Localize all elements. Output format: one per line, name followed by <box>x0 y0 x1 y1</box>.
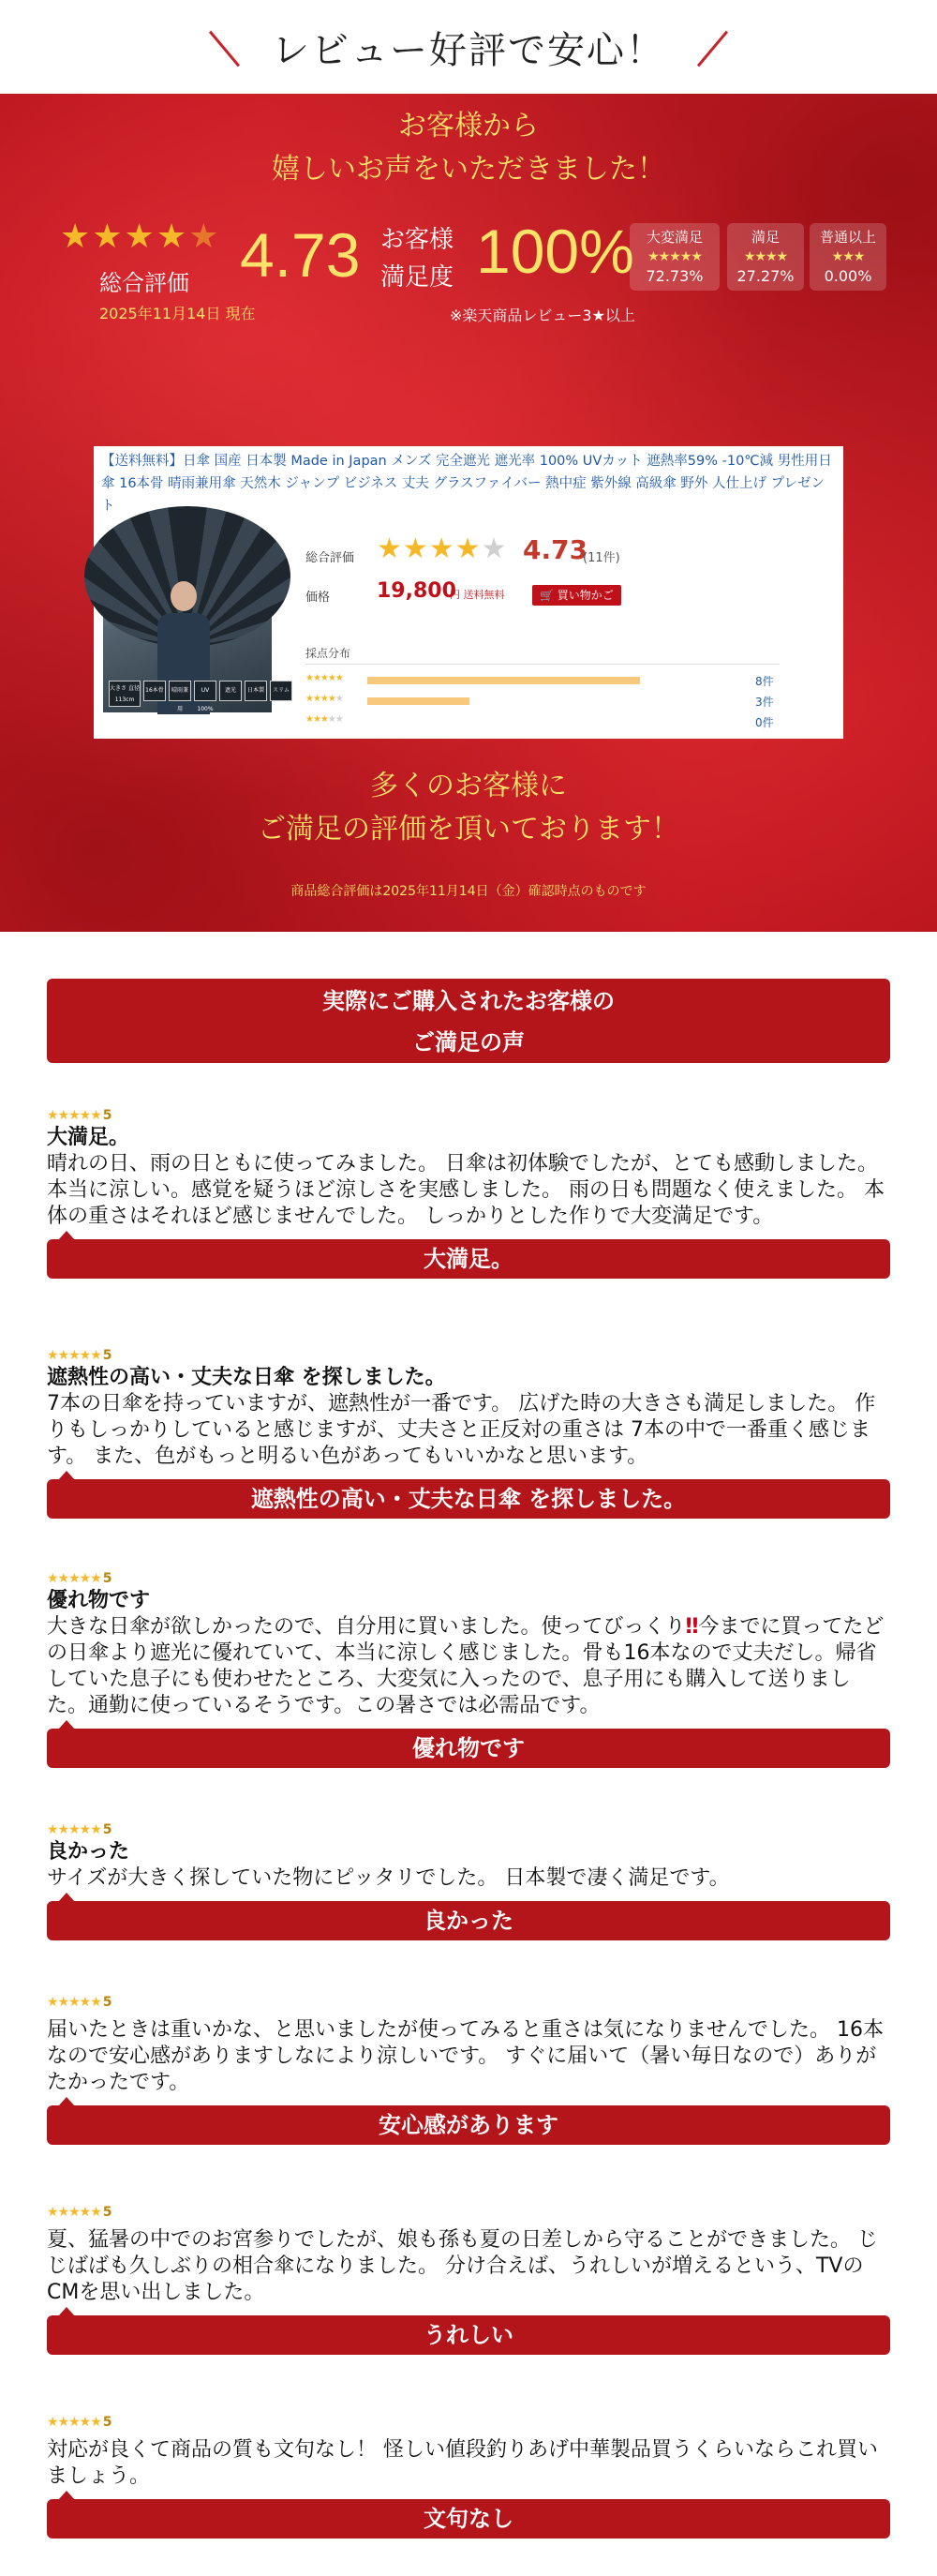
review-summary-bar: 安心感があります <box>47 2105 890 2145</box>
review-stars <box>47 1106 890 1125</box>
feature-badge: 晴雨兼用 <box>169 681 191 701</box>
distribution-count-link[interactable]: 3件 <box>755 696 774 709</box>
product-stars <box>377 532 507 565</box>
star-icon: ★★★★★ <box>47 1571 101 1586</box>
banner-heading <box>0 94 937 191</box>
star-icon: ★★★★★ <box>47 1348 101 1363</box>
half-star-icon: ★ <box>188 217 221 256</box>
rating-label: 総合評価 <box>305 551 355 565</box>
distribution-divider <box>305 664 780 665</box>
feature-badge: 16本骨 <box>143 681 166 701</box>
review-title: 遮熱性の高い・丈夫な日傘 を探しました。 <box>47 1366 446 1389</box>
review-body: サイズが大きく探していた物にピッタリでした。 日本製で凄く満足です。 <box>47 1866 730 1890</box>
star-icon: ★★★★★ <box>647 249 702 264</box>
breakdown-satisfied <box>727 223 804 291</box>
satisfaction-label-line2: 満足度 <box>380 263 454 292</box>
feature-badge: 大きさ 直径113cm <box>109 681 141 707</box>
review-stars <box>47 1993 890 2012</box>
review-summary-bar: 遮熱性の高い・丈夫な日傘 を探しました。 <box>47 1479 890 1519</box>
customer-voice-heading <box>47 979 890 1063</box>
distribution-bar-fill <box>367 677 640 684</box>
price-unit: 円 送料無料 <box>450 589 505 601</box>
satisfaction-percent: 100% <box>476 217 634 286</box>
review-count-link[interactable]: (11件) <box>583 551 620 565</box>
customer-voice-heading-line1: 実際にご購入されたお客様の <box>322 988 615 1014</box>
page-header <box>0 0 937 94</box>
star-icon: ★★★★★ <box>47 1995 101 2010</box>
review-item <box>47 2413 890 2539</box>
product-price: 19,800 <box>377 579 456 603</box>
star-icon: ★★★★ <box>743 249 788 264</box>
banner-closing-line2: ご満足の評価を頂いております！ <box>258 813 679 846</box>
distribution-bar-fill <box>367 697 469 705</box>
customer-voice-heading-line2: ご満足の声 <box>412 1029 525 1056</box>
star-icon: ★★★★★ <box>47 1108 101 1123</box>
empty-star-icon: ★ <box>481 532 508 565</box>
product-rating-score: 4.73 <box>523 534 588 565</box>
review-rating-number: 5 <box>102 1108 112 1123</box>
review-rating-number: 5 <box>102 2205 112 2220</box>
overall-score: 4.73 <box>240 220 361 290</box>
product-title-link[interactable]: 【送料無料】日傘 国産 日本製 Made in Japan メンズ 完全遮光 遮光率 100% UVカット 遮熱率59% -10℃減 男性用日傘 16本骨 晴雨兼用傘 天然木 ジャンプ ビジネス 丈夫 グラスファイバー 熱中症 紫外線 高級傘 野外 人仕上げ プレゼント <box>101 454 832 514</box>
rating-summary <box>0 216 937 356</box>
satisfaction-label-line1: お客様 <box>380 226 454 254</box>
star-icon: ★★★★★ <box>305 673 343 683</box>
as-of-date: 2025年11月14日 現在 <box>99 305 256 322</box>
review-item <box>47 1346 890 1519</box>
review-body: 晴れの日、雨の日ともに使ってみました。 日傘は初体験でしたが、とても感動しました。 本当に涼しい。感覚を疑うほど涼しさを実感しました。 雨の日も問題なく使えました。 本体の重さはそれほど感じませんでした。 しっかりとした作りで大変満足です。 <box>47 1152 885 1228</box>
distribution-row-4[interactable] <box>305 692 793 711</box>
review-stars <box>47 1569 890 1588</box>
review-item <box>47 1993 890 2145</box>
distribution-count-link[interactable]: 8件 <box>755 675 774 688</box>
review-body-text: 大きな日傘が欲しかったので、自分用に買いました。使ってびっくり <box>47 1615 686 1639</box>
review-title: 大満足。 <box>47 1126 130 1149</box>
review-body <box>47 1614 890 1719</box>
star-icon: ★★★★★ <box>305 694 343 704</box>
review-summary-bar: うれしい <box>47 2315 890 2355</box>
decorative-slash-left <box>209 31 240 67</box>
feature-badge: 遮光 <box>219 681 242 701</box>
review-summary-banner <box>0 94 937 932</box>
breakdown-label: 満足 <box>751 229 780 246</box>
review-rating-number: 5 <box>102 1995 112 2010</box>
breakdown-label: 大変満足 <box>646 229 703 246</box>
feature-badge: スリム <box>270 681 292 701</box>
add-to-cart-button[interactable]: 🛒 買い物かご <box>532 585 621 606</box>
distribution-label: 採点分布 <box>305 647 351 660</box>
breakdown-percent: 27.27% <box>736 267 795 285</box>
satisfaction-label <box>380 221 454 296</box>
star-icon: ★★★★★ <box>47 2415 101 2430</box>
star-icon: ★★★★★ <box>305 714 343 725</box>
product-image[interactable] <box>103 544 290 712</box>
banner-closing-line1: 多くのお客様に <box>370 770 567 802</box>
product-feature-badges <box>109 681 292 712</box>
banner-heading-line2: 嬉しいお声をいただきました！ <box>272 153 665 186</box>
overall-stars <box>60 217 220 256</box>
review-title: 優れ物です <box>47 1589 151 1612</box>
star-icon: ★★★★ <box>60 217 189 256</box>
breakdown-label: 普通以上 <box>819 229 876 246</box>
review-stars <box>47 1820 890 1839</box>
review-rating-number: 5 <box>102 2415 112 2430</box>
star-icon: ★★★ <box>831 249 865 264</box>
breakdown-very-satisfied <box>630 223 720 291</box>
feature-badge: UV 100% <box>194 681 216 701</box>
exclamation-icon: ‼ <box>685 1615 699 1639</box>
distribution-bar-track <box>367 697 742 705</box>
review-summary-bar: 良かった <box>47 1901 890 1940</box>
review-body: 夏、猛暑の中でのお宮参りでしたが、娘も孫も夏の日差しから守ることができました。 じじばばも久しぶりの相合傘になりました。 分け合えば、うれしいが増えるという、TVのCMを思い出しました。 <box>47 2228 878 2304</box>
star-icon: ★★★★ <box>377 532 482 565</box>
distribution-bar-track <box>367 677 742 684</box>
satisfaction-note: ※楽天商品レビュー3★以上 <box>450 307 635 324</box>
review-rating-number: 5 <box>102 1348 112 1363</box>
breakdown-percent: 0.00% <box>824 267 872 285</box>
review-item <box>47 2203 890 2355</box>
breakdown-average-or-above <box>810 223 886 291</box>
banner-heading-line1: お客様から <box>398 110 539 142</box>
review-stars <box>47 1346 890 1365</box>
banner-closing <box>0 765 937 851</box>
banner-footnote: 商品総合評価は2025年11月14日（金）確認時点のものです <box>290 884 647 899</box>
page-title: レビュー好評で安心！ <box>272 28 665 72</box>
review-item <box>47 1820 890 1940</box>
price-label: 価格 <box>305 591 331 605</box>
overall-label: 総合評価 <box>99 270 189 296</box>
feature-badge: 日本製 <box>245 681 267 701</box>
review-summary-bar: 大満足。 <box>47 1239 890 1279</box>
review-stars <box>47 2413 890 2432</box>
review-body: 対応が良くて商品の質も文句なし！ 怪しい値段釣りあげ中華製品買うくらいならこれ買いましょう。 <box>47 2438 878 2488</box>
review-item <box>47 1569 890 1768</box>
review-rating-number: 5 <box>102 1822 112 1837</box>
review-stars <box>47 2203 890 2222</box>
distribution-row-5[interactable] <box>305 671 793 690</box>
review-body: 7本の日傘を持っていますが、遮熱性が一番です。 広げた時の大きさも満足しました。 作りもしっかりしていると感じますが、丈夫さと正反対の重さは 7本の中で一番重く感じます。 また、色がもっと明るい色があってもいいかなと思います。 <box>47 1392 876 1468</box>
star-icon: ★★★★★ <box>47 1822 101 1837</box>
distribution-bar-track <box>367 718 742 726</box>
breakdown-percent: 72.73% <box>646 267 704 285</box>
distribution-row-3[interactable] <box>305 712 793 731</box>
decorative-slash-right <box>697 31 728 67</box>
review-body-text: 今までに買ってたどの日傘より遮光に優れていて、本当に涼しく感じました。骨も16本なので丈夫だし。帰省していた息子にも使わせたところ、大変気に入ったので、息子用にも購入して送りました。通勤に使っているそうです。この暑さでは必需品です。 <box>47 1615 885 1717</box>
review-summary-bar: 文句なし <box>47 2499 890 2539</box>
star-icon: ★★★★★ <box>47 2205 101 2220</box>
review-summary-bar: 優れ物です <box>47 1729 890 1768</box>
review-item <box>47 1106 890 1279</box>
review-rating-number: 5 <box>102 1571 112 1586</box>
review-title: 良かった <box>47 1840 130 1864</box>
product-card <box>94 446 843 739</box>
review-body: 届いたときは重いかな、と思いましたが使ってみると重さは気になりませんでした。 16本なので安心感がありますしなにより涼しいです。 すぐに届いて（暑い毎日なので）ありがたかったです。 <box>47 2018 884 2094</box>
distribution-count-link[interactable]: 0件 <box>755 716 774 729</box>
